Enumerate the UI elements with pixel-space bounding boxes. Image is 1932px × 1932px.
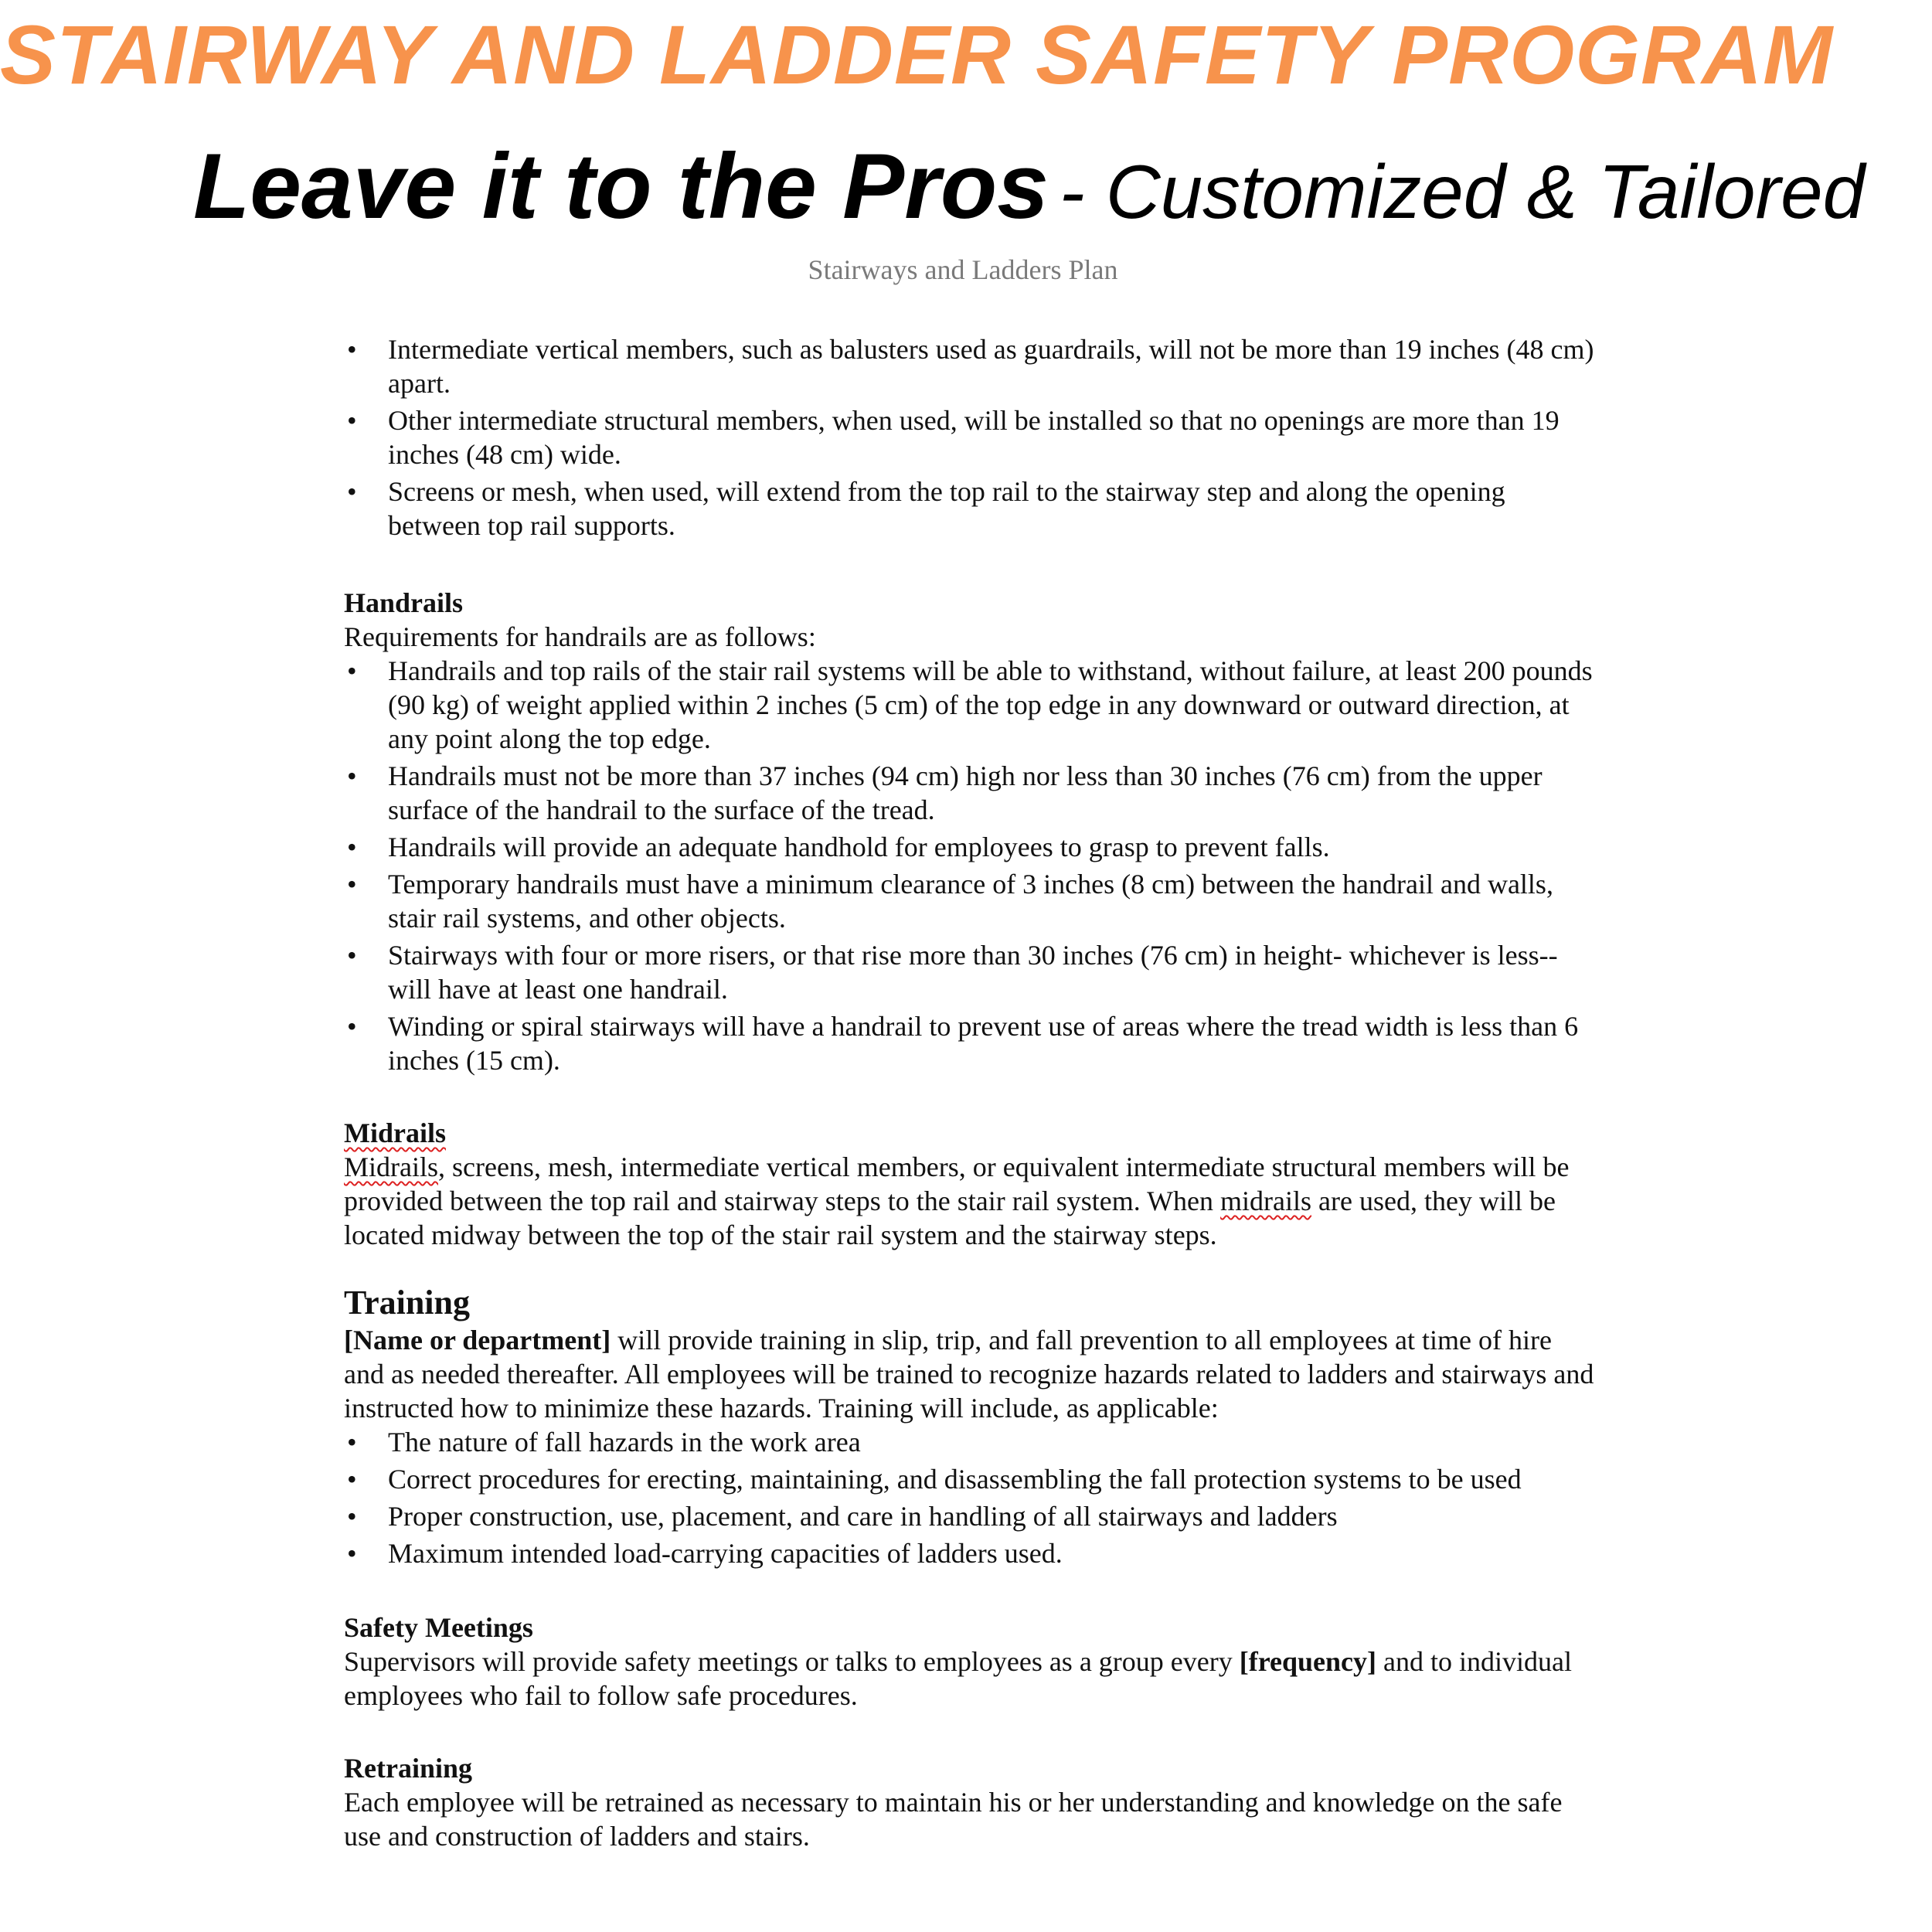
list-item bbox=[344, 867, 1596, 935]
list-item-text: Temporary handrails must have a minimum clearance of 3 inches (8 cm) between the handrail and walls, stair rail systems, and other objects. bbox=[388, 869, 1553, 934]
list-item bbox=[344, 403, 1596, 471]
safety-meetings-paragraph bbox=[344, 1645, 1596, 1713]
list-item bbox=[344, 474, 1596, 543]
handrails-heading: Handrails bbox=[344, 587, 464, 618]
list-item bbox=[344, 938, 1596, 1006]
spellcheck-flag: midrails bbox=[1220, 1185, 1312, 1216]
midrails-text-2: are used, they will be located midway between the top of the stair rail system and the stairway steps. bbox=[344, 1185, 1556, 1250]
tagline-sub: - Customized & Tailored bbox=[1059, 149, 1866, 234]
list-item-text: Correct procedures for erecting, maintaining, and disassembling the fall protection systems to be used bbox=[388, 1464, 1522, 1495]
midrails-heading bbox=[344, 1116, 1596, 1150]
handrails-lead: Requirements for handrails are as follows: bbox=[344, 621, 816, 652]
bullet-icon: • bbox=[347, 405, 357, 436]
bullet-icon: • bbox=[347, 1427, 357, 1458]
retraining-heading: Retraining bbox=[344, 1753, 472, 1784]
list-item bbox=[344, 1425, 1596, 1459]
bullet-icon: • bbox=[347, 476, 357, 507]
list-item-text: Handrails will provide an adequate handhold for employees to grasp to prevent falls. bbox=[388, 832, 1330, 862]
safety-meetings-heading: Safety Meetings bbox=[344, 1612, 533, 1643]
list-item bbox=[344, 830, 1596, 864]
bullet-icon: • bbox=[347, 334, 357, 365]
tagline bbox=[193, 133, 1865, 240]
list-item bbox=[344, 1009, 1596, 1077]
bullet-icon: • bbox=[347, 1464, 357, 1495]
bullet-icon: • bbox=[347, 940, 357, 971]
list-item-text: Screens or mesh, when used, will extend from the top rail to the stairway step and along the opening between top rail supports. bbox=[388, 476, 1505, 541]
list-item-text: Handrails must not be more than 37 inches (94 cm) high nor less than 30 inches (76 cm) from the upper surface of the handrail to the surface of the tread. bbox=[388, 760, 1543, 825]
training-text: will provide training in slip, trip, and fall prevention to all employees at time of hire and as needed thereafter. All employees will be trained to recognize hazards related to ladders and stairways and instructed how to minimize these hazards. Training will include, as applicable: bbox=[344, 1325, 1594, 1423]
bullet-icon: • bbox=[347, 1011, 357, 1042]
training-heading: Training bbox=[344, 1284, 471, 1321]
retraining-section bbox=[344, 1751, 1596, 1853]
list-item-text: Handrails and top rails of the stair rail systems will be able to withstand, without failure, at least 200 pounds (90 kg) of weight applied within 2 inches (5 cm) of the top edge in any downward or outward direction, at any point along the top edge. bbox=[388, 655, 1593, 754]
list-item-text: Other intermediate structural members, when used, will be installed so that no openings are more than 19 inches (48 cm) wide. bbox=[388, 405, 1560, 470]
list-item bbox=[344, 1462, 1596, 1496]
bullet-icon: • bbox=[347, 832, 357, 862]
list-item-text: The nature of fall hazards in the work area bbox=[388, 1427, 861, 1458]
bullet-icon: • bbox=[347, 1501, 357, 1532]
intro-bullet-list bbox=[344, 332, 1596, 543]
document-header-text: Stairways and Ladders Plan bbox=[808, 254, 1118, 285]
list-item-text: Maximum intended load-carrying capacities of ladders used. bbox=[388, 1538, 1063, 1569]
bullet-icon: • bbox=[347, 1538, 357, 1569]
midrails-text-1: , screens, mesh, intermediate vertical members, or equivalent intermediate structural members will be provided between the top rail and stairway steps to the stair rail system. When bbox=[344, 1151, 1570, 1216]
name-placeholder: [Name or department] bbox=[344, 1325, 611, 1355]
list-item bbox=[344, 1536, 1596, 1570]
frequency-placeholder: [frequency] bbox=[1239, 1646, 1377, 1677]
midrails-paragraph bbox=[344, 1150, 1596, 1252]
handrails-bullet-list bbox=[344, 654, 1596, 1077]
safety-meetings-text-2: and to individual employees who fail to follow safe procedures. bbox=[344, 1646, 1572, 1711]
midrails-section bbox=[344, 1116, 1596, 1252]
safety-meetings-section bbox=[344, 1611, 1596, 1713]
training-paragraph bbox=[344, 1323, 1596, 1425]
training-bullet-list bbox=[344, 1425, 1596, 1570]
retraining-paragraph: Each employee will be retrained as necessary to maintain his or her understanding and knowledge on the safe use and construction of ladders and stairs. bbox=[344, 1787, 1563, 1852]
document-header bbox=[0, 253, 1932, 286]
list-item bbox=[344, 1499, 1596, 1533]
spellcheck-flag: Midrails bbox=[344, 1117, 446, 1148]
banner-title: STAIRWAY AND LADDER SAFETY PROGRAM bbox=[0, 8, 1834, 101]
safety-meetings-text-1: Supervisors will provide safety meetings or talks to employees as a group every bbox=[344, 1646, 1240, 1677]
list-item-text: Winding or spiral stairways will have a handrail to prevent use of areas where the tread width is less than 6 inches (15 cm). bbox=[388, 1011, 1579, 1076]
list-item-text: Stairways with four or more risers, or that rise more than 30 inches (76 cm) in height- whichever is less-- will have at least one handrail. bbox=[388, 940, 1558, 1005]
list-item bbox=[344, 332, 1596, 400]
bullet-icon: • bbox=[347, 869, 357, 900]
document-body bbox=[344, 332, 1596, 1853]
list-item-text: Proper construction, use, placement, and care in handling of all stairways and ladders bbox=[388, 1501, 1338, 1532]
list-item bbox=[344, 654, 1596, 756]
handrails-section bbox=[344, 586, 1596, 1077]
bullet-icon: • bbox=[347, 760, 357, 791]
list-item bbox=[344, 759, 1596, 827]
spellcheck-flag: Midrails bbox=[344, 1151, 438, 1182]
bullet-icon: • bbox=[347, 655, 357, 686]
list-item-text: Intermediate vertical members, such as balusters used as guardrails, will not be more than 19 inches (48 cm) apart. bbox=[388, 334, 1594, 399]
tagline-main: Leave it to the Pros bbox=[193, 134, 1049, 238]
training-section bbox=[344, 1283, 1596, 1570]
